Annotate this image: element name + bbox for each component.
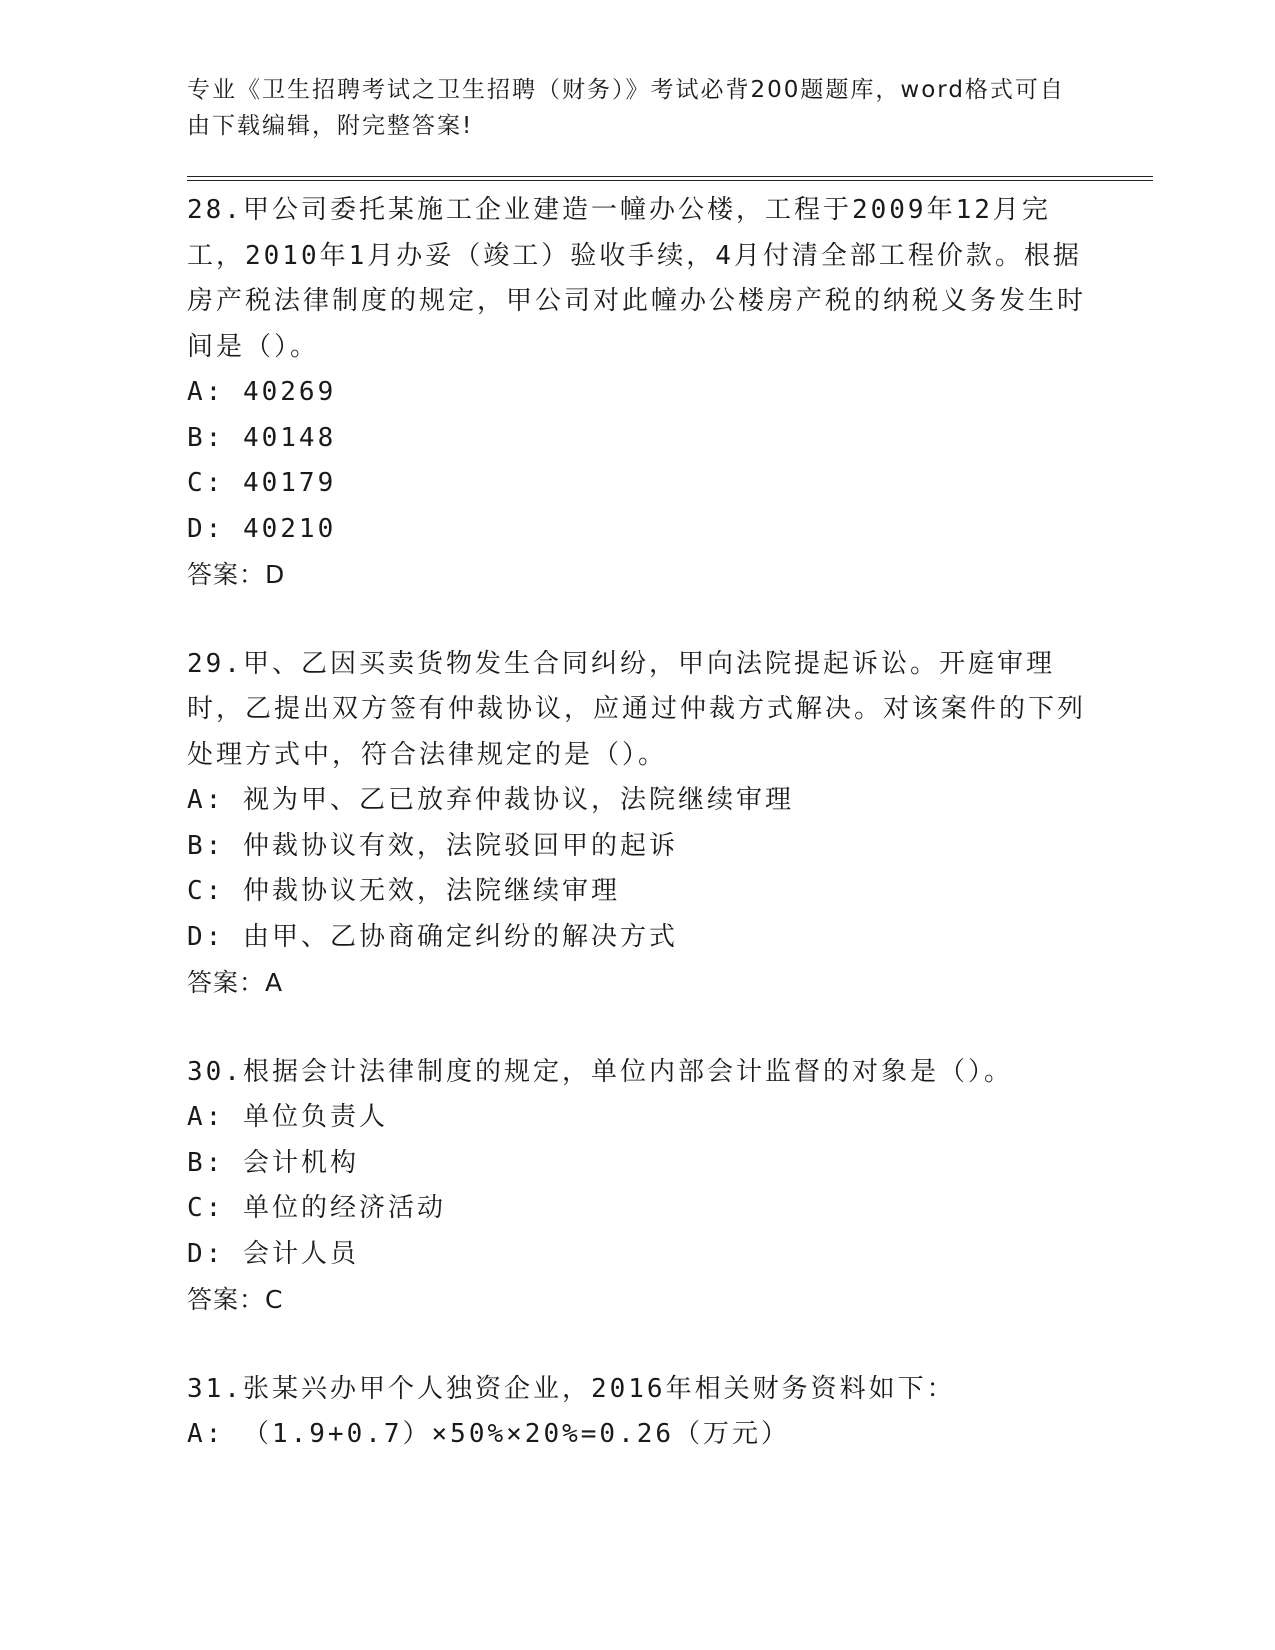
- question-stem: 30.根据会计法律制度的规定，单位内部会计监督的对象是（）。: [187, 1056, 1013, 1087]
- document-header: 专业《卫生招聘考试之卫生招聘（财务）》考试必背200题题库，word格式可自由下载编辑，附完整答案!: [187, 77, 1065, 139]
- spacer: [187, 598, 1087, 642]
- option-b: B: 会计机构: [187, 1147, 359, 1178]
- answer-line: 答案：C: [187, 1285, 284, 1314]
- option-d: D: 会计人员: [187, 1238, 359, 1269]
- option-a: A: 40269: [187, 377, 337, 407]
- option-d: D: 由甲、乙协商确定纠纷的解决方式: [187, 921, 678, 952]
- option-c: C: 单位的经济活动: [187, 1193, 446, 1223]
- option-c: C: 仲裁协议无效，法院继续审理: [187, 876, 620, 906]
- answer-line: 答案：A: [187, 968, 284, 997]
- question-stem: 31.张某兴办甲个人独资企业，2016年相关财务资料如下：: [187, 1373, 956, 1404]
- option-c: C: 40179: [187, 468, 337, 498]
- question-30: [187, 1050, 1087, 1323]
- option-a: A: （1.9+0.7）×50%×20%=0.26（万元）: [187, 1419, 791, 1449]
- option-d: D: 40210: [187, 513, 337, 544]
- option-b: B: 仲裁协议有效，法院驳回甲的起诉: [187, 830, 678, 861]
- option-a: A: 单位负责人: [187, 1102, 388, 1132]
- question-stem: 28.甲公司委托某施工企业建造一幢办公楼，工程于2009年12月完工，2010年1月办妥（竣工）验收手续，4月付清全部工程价款。根据房产税法律制度的规定，甲公司对此幢办公楼房产税的纳税义务发生时间是（）。: [187, 195, 1087, 362]
- header-divider: [187, 176, 1153, 181]
- question-stem: 29.甲、乙因买卖货物发生合同纠纷，甲向法院提起诉讼。开庭审理时，乙提出双方签有仲裁协议，应通过仲裁方式解决。对该案件的下列处理方式中，符合法律规定的是（）。: [187, 648, 1087, 770]
- question-28: [187, 188, 1087, 598]
- option-a: A: 视为甲、乙已放弃仲裁协议，法院继续审理: [187, 785, 794, 815]
- option-b: B: 40148: [187, 422, 337, 453]
- spacer: [187, 1006, 1087, 1050]
- question-list: [187, 188, 1087, 1458]
- question-29: [187, 642, 1087, 1006]
- spacer: [187, 1323, 1087, 1367]
- answer-line: 答案：D: [187, 560, 286, 589]
- question-31: [187, 1367, 1087, 1458]
